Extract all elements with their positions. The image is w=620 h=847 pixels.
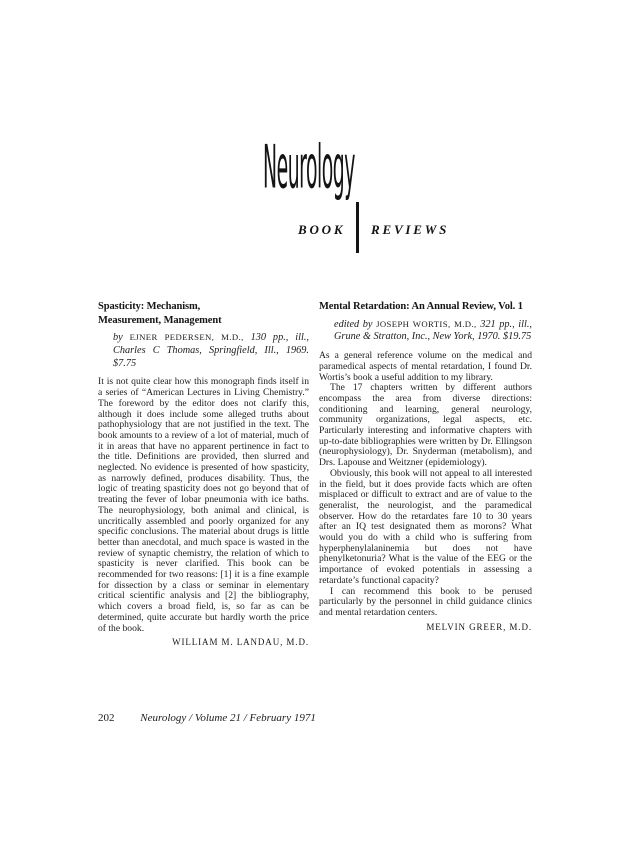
review-title bbox=[319, 300, 532, 314]
byline-author: EJNER PEDERSEN, M.D., bbox=[129, 332, 244, 342]
byline-editor: JOSEPH WORTIS, M.D., bbox=[376, 318, 477, 329]
byline-intro: edited by bbox=[334, 318, 373, 330]
review-title bbox=[98, 300, 309, 327]
reviewer-signature: WILLIAM M. LANDAU, M.D. bbox=[172, 637, 309, 648]
review-article-mental-retardation bbox=[319, 300, 532, 632]
review-title-line: Measurement, Management bbox=[98, 314, 222, 326]
reviews-label: REVIEWS bbox=[371, 222, 450, 237]
byline-publication-info: 321 pp., ill., Grune & Stratton, Inc., New York, 1970. $19.75 bbox=[334, 318, 533, 343]
review-title-line: Spasticity: Mechanism, bbox=[98, 301, 201, 312]
review-body bbox=[98, 377, 309, 634]
page-number: 202 bbox=[98, 712, 115, 724]
review-paragraph: Obviously, this book will not appeal to all interested in the field, but it does provide facts which are often misplaced or difficult to extract and are of value to the generalist, the neurologist, and the paramedical observer. How do the retardates fare 10 to 30 years after an IQ test designated them as morons? What would you do with a child who is suffering from hyperphenylalaninemia but does not have phenylketonuria? What is the value of the EEG or the importance of evoked potentials in assessing a retardate’s functional capacity? bbox=[319, 467, 532, 586]
review-title-line: Mental Retardation: An Annual Review, Vol. 1 bbox=[319, 301, 523, 312]
review-byline bbox=[319, 318, 532, 345]
review-paragraph: I can recommend this book to be perused particularly by the personnel in child guidance clinics and mental retardation centers. bbox=[319, 585, 532, 618]
reviewer-signature: MELVIN GREER, M.D. bbox=[426, 621, 532, 632]
review-article-spasticity bbox=[98, 300, 309, 647]
neurology-logotype: Neurology bbox=[263, 133, 355, 203]
review-paragraph: It is not quite clear how this monograph finds itself in a series of “American Lectures in Living Chemistry.” The foreword by the editor does not clarify this, although it does include some alleged truths about pathophysiology that are not justified in the text. The book amounts to a review of a lot of material, much of it in areas that have no apparent pertinence in fact to the title. Definitions are provided, then slurred and neglected. No evidence is presented of how spasticity, as narrowly defined, produces disability. Thus, the logic of treating spasticity does not go beyond that of treating the fever of lobar pneumonia with ice baths. The neurophysiology, both animal and clinical, is uncritically assembled and poorly organized for any specific conclusions. The material about drugs is little better than anecdotal, and much space is wasted in the review of synaptic chemistry, the relation of which to spasticity is never clarified. This book can be recommended for two reasons: [1] it is a fine example for dissection by a class or seminar in elementary critical scientific analysis and [2] the bibliography, which covers a broad field, is, so far as can be determined, quite accurate but hardly worth the price of the book. bbox=[98, 376, 309, 634]
review-paragraph: As a general reference volume on the medical and paramedical aspects of mental retardation, I found Dr. Wortis’s book a useful addition to my library. bbox=[319, 350, 532, 383]
journal-citation: Neurology / Volume 21 / February 1971 bbox=[140, 712, 316, 724]
book-label: BOOK bbox=[298, 222, 346, 237]
byline-publication-info: 130 pp., ill., Charles C Thomas, Springfield, Ill., 1969. $7.75 bbox=[113, 332, 310, 369]
byline-intro: by bbox=[113, 332, 123, 343]
review-byline bbox=[98, 331, 309, 370]
divider-rule bbox=[356, 202, 359, 253]
review-paragraph: The 17 chapters written by different authors encompass the area from diverse directions: conditioning and learning, general neurology, community organizations, legal aspects, etc. Particularly interesting and informative chapters with up-to-date bibliographies were written by Dr. Ellingson (neurophysiology), Dr. Snyderman (metabolism), and Drs. Lapouse and Weitzner (epidemiology). bbox=[319, 382, 532, 469]
review-body bbox=[319, 351, 532, 619]
page-footer bbox=[98, 712, 316, 724]
